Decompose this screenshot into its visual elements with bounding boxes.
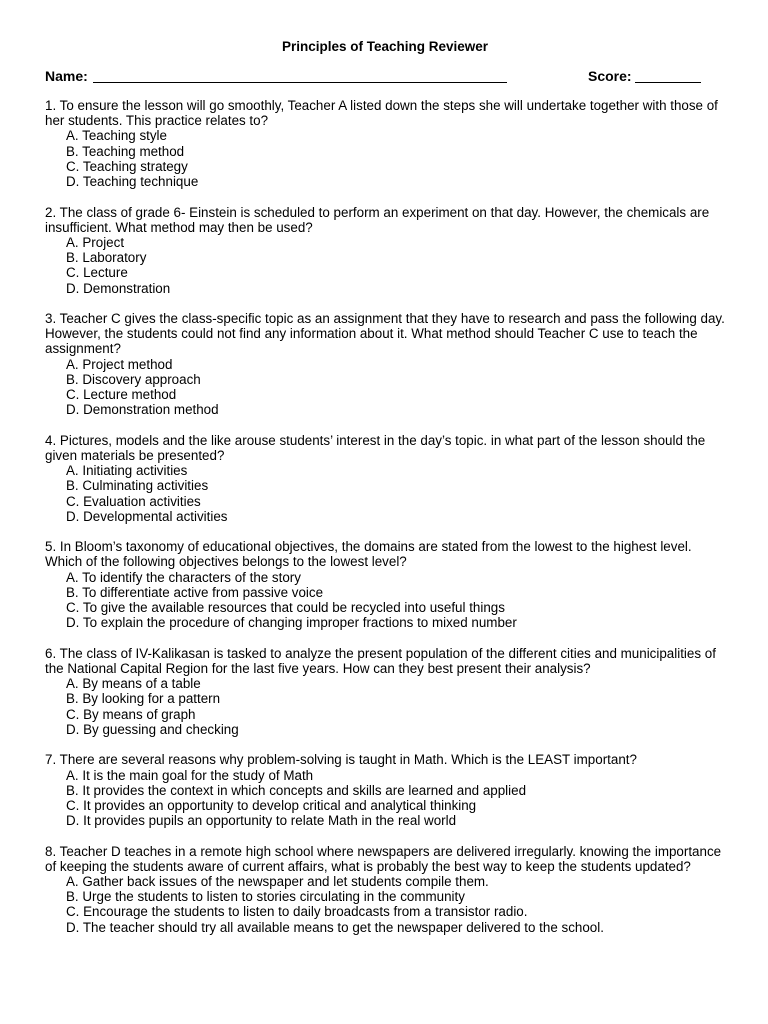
question-item [45,433,725,524]
answer-option: D. Demonstration [66,280,171,296]
answer-option: D. Demonstration method [66,402,219,418]
answer-option: B. To differentiate active from passive voice [66,584,324,600]
answer-option: D. To explain the procedure of changing improper fractions to mixed number [66,615,517,631]
answer-option: A. To identify the characters of the story [66,569,301,585]
answer-options [45,570,725,631]
question-item [45,539,725,630]
answer-options [45,128,725,189]
answer-option: D. The teacher should try all available means to get the newspaper delivered to the school. [66,919,604,935]
question-item [45,311,725,417]
answer-options [45,235,725,296]
answer-option: C. Lecture [66,265,128,281]
answer-option: C. Teaching strategy [66,158,188,174]
answer-option: B. By looking for a pattern [66,691,221,707]
question-stem: 2. The class of grade 6- Einstein is scheduled to perform an experiment on that day. However, the chemicals are insufficient. What method may then be used? [45,204,710,235]
name-label: Name: [45,68,88,84]
name-score-row [45,68,725,88]
answer-option: D. It provides pupils an opportunity to relate Math in the real world [66,813,457,829]
answer-option: D. By guessing and checking [66,721,239,737]
question-stem: 4. Pictures, models and the like arouse students’ interest in the day’s topic. in what part of the lesson should the given materials be presented? [45,432,706,463]
answer-options [45,676,725,737]
question-stem: 5. In Bloom’s taxonomy of educational objectives, the domains are stated from the lowest to the highest level. Which of the following objectives belongs to the lowest level? [45,539,692,570]
name-blank-line [93,82,507,83]
answer-option: C. Encourage the students to listen to daily broadcasts from a transistor radio. [66,904,528,920]
document-page [45,38,725,950]
question-list [45,98,725,935]
document-title: Principles of Teaching Reviewer [281,39,489,54]
question-item [45,98,725,189]
answer-option: B. Discovery approach [66,371,201,387]
question-stem: 6. The class of IV-Kalikasan is tasked to analyze the present population of the different cities and municipalities of the National Capital Region for the last five years. How can they best present their analysis? [45,645,716,676]
answer-option: B. Teaching method [66,143,185,159]
answer-option: A. Project [66,234,125,250]
question-stem: 7. There are several reasons why problem-solving is taught in Math. Which is the LEAST important? [45,752,637,768]
answer-options [45,463,725,524]
answer-option: A. Initiating activities [66,463,188,479]
question-item [45,844,725,935]
answer-option: C. Evaluation activities [66,493,201,509]
answer-option: D. Teaching technique [66,174,199,190]
question-item [45,752,725,828]
question-stem: 8. Teacher D teaches in a remote high school where newspapers are delivered irregularly. knowing the importance of keeping the students aware of current affairs, what is probably the best way to keep the students updated? [45,843,722,874]
answer-options [45,874,725,935]
answer-option: D. Developmental activities [66,508,228,524]
answer-option: B. Urge the students to listen to stories circulating in the community [66,889,465,905]
question-stem: 1. To ensure the lesson will go smoothly, Teacher A listed down the steps she will undertake together with those of her students. This practice relates to? [45,98,718,129]
answer-option: A. Project method [66,356,173,372]
answer-option: A. Teaching style [66,128,167,144]
question-item [45,205,725,296]
answer-option: B. It provides the context in which concepts and skills are learned and applied [66,782,527,798]
question-item [45,646,725,737]
answer-option: C. Lecture method [66,387,177,403]
answer-option: C. It provides an opportunity to develop critical and analytical thinking [66,797,477,813]
answer-option: B. Culminating activities [66,478,209,494]
answer-option: B. Laboratory [66,250,147,266]
answer-option: A. Gather back issues of the newspaper and let students compile them. [66,874,489,890]
answer-option: C. By means of graph [66,706,196,722]
answer-options [45,768,725,829]
question-stem: 3. Teacher C gives the class-specific topic as an assignment that they have to research and pass the following day. However, the students could not find any information about it. What method should Teacher C use to teach the assignment? [45,311,725,357]
score-blank-line [635,82,701,83]
answer-option: C. To give the available resources that could be recycled into useful things [66,600,505,616]
answer-options [45,357,725,418]
answer-option: A. By means of a table [66,676,201,692]
answer-option: A. It is the main goal for the study of Math [66,767,314,783]
score-label: Score: [588,68,632,84]
